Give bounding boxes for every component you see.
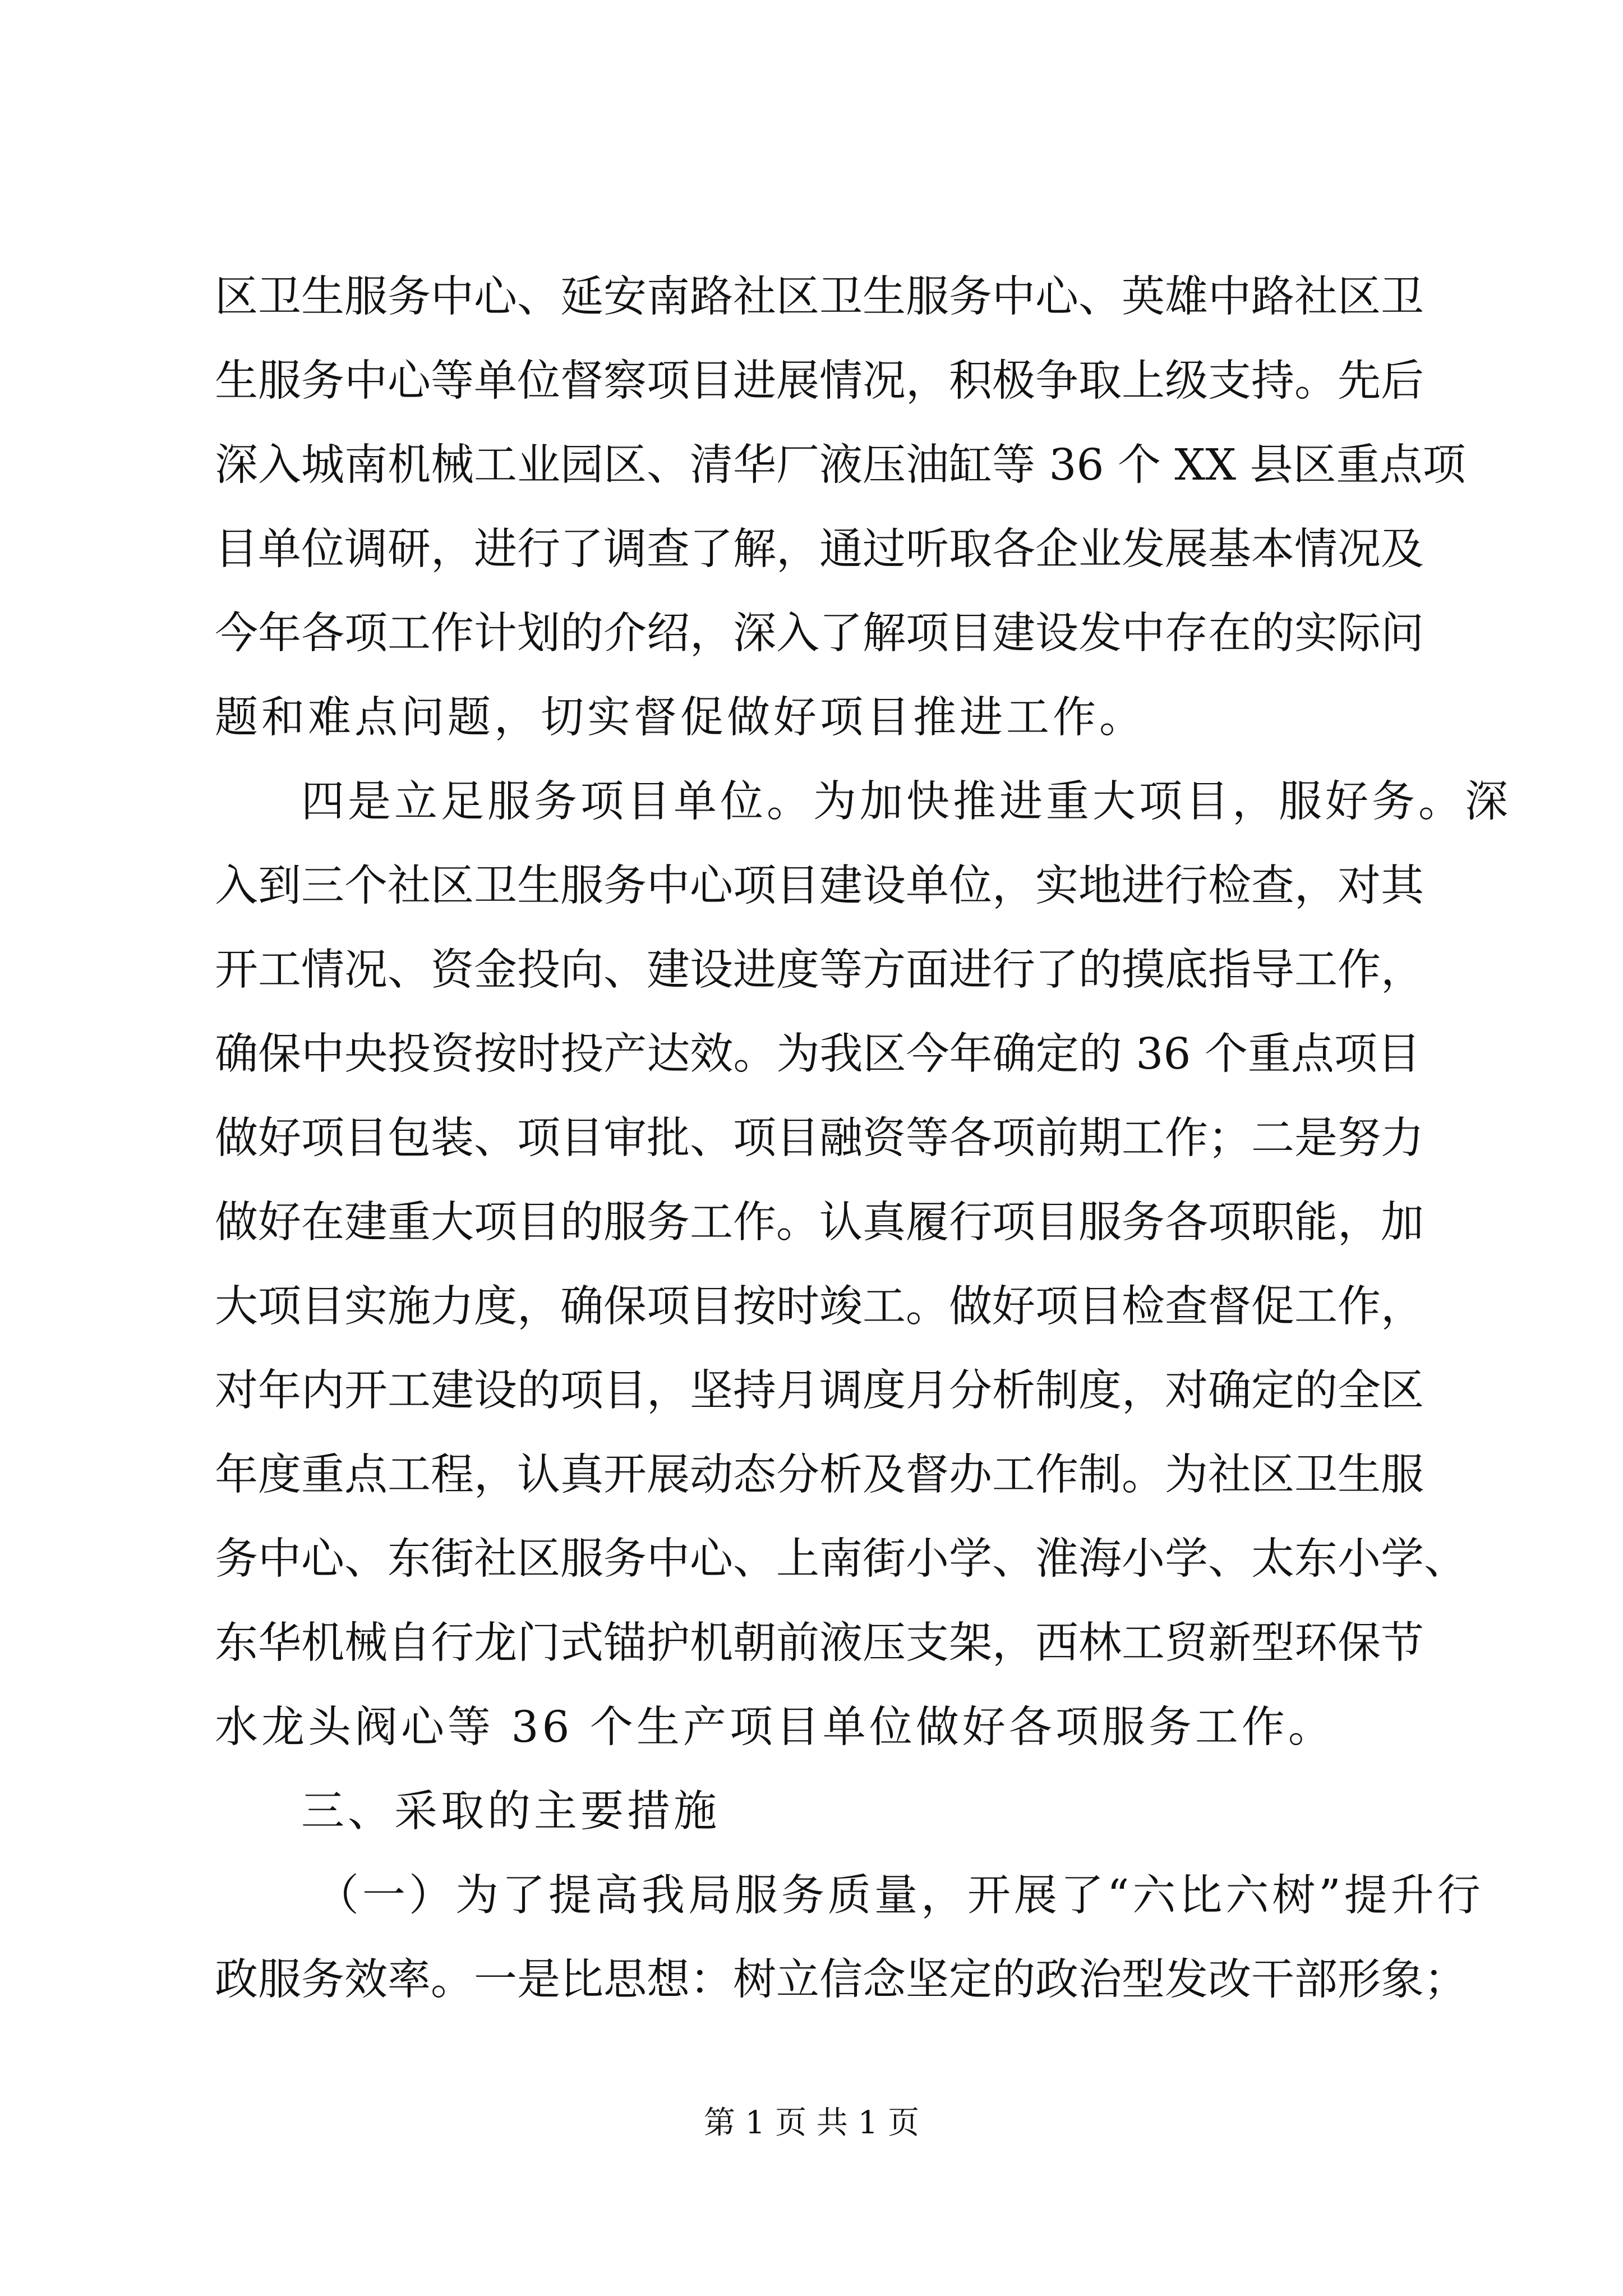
text-line: 确保中央投资按时投产达效。为我区今年确定的 36 个重点项目 xyxy=(215,1029,1421,1079)
text-line: 题和难点问题，切实督促做好项目推进工作。 xyxy=(215,693,1146,743)
text-line: 水龙头阀心等 36 个生产项目单位做好各项服务工作。 xyxy=(215,1703,1335,1752)
text-line: 入到三个社区卫生服务中心项目建设单位，实地进行检查，对其 xyxy=(215,861,1424,911)
text-line: 今年各项工作计划的介绍，深入了解项目建设发中存在的实际问 xyxy=(215,609,1424,659)
text-line: 政服务效率。一是比思想：树立信念坚定的政治型发改干部形象； xyxy=(215,1955,1467,2005)
text-line: 做好在建重大项目的服务工作。认真履行项目服务各项职能，加 xyxy=(215,1198,1424,1248)
paragraph-start-line: 四是立足服务项目单位。为加快推进重大项目，服好务。深 xyxy=(301,777,1511,827)
page-footer: 第 1 页 共 1 页 xyxy=(703,2105,920,2141)
text-line: 年度重点工程，认真开展动态分析及督办工作制。为社区卫生服 xyxy=(215,1450,1424,1500)
text-line: 东华机械自行龙门式锚护机朝前液压支架，西林工贸新型环保节 xyxy=(215,1618,1424,1668)
text-line: 务中心、东街社区服务中心、上南街小学、淮海小学、太东小学、 xyxy=(215,1534,1467,1584)
text-line: 做好项目包装、项目审批、项目融资等各项前期工作；二是努力 xyxy=(215,1114,1424,1163)
paragraph-start-line: （一）为了提高我局服务质量，开展了“六比六树”提升行 xyxy=(316,1871,1484,1921)
text-line: 生服务中心等单位督察项目进展情况，积极争取上级支持。先后 xyxy=(215,356,1424,406)
text-line: 大项目实施力度，确保项目按时竣工。做好项目检查督促工作， xyxy=(215,1282,1424,1332)
text-line: 对年内开工建设的项目，坚持月调度月分析制度，对确定的全区 xyxy=(215,1366,1424,1416)
section-heading: 三、采取的主要措施 xyxy=(301,1787,720,1837)
text-line: 开工情况、资金投向、建设进度等方面进行了的摸底指导工作， xyxy=(215,945,1424,995)
text-line: 深入城南机械工业园区、清华厂液压油缸等 36 个 XX 县区重点项 xyxy=(215,440,1466,490)
text-line: 区卫生服务中心、延安南路社区卫生服务中心、英雄中路社区卫 xyxy=(215,272,1424,322)
text-line: 目单位调研，进行了调查了解，通过听取各企业发展基本情况及 xyxy=(215,524,1424,574)
